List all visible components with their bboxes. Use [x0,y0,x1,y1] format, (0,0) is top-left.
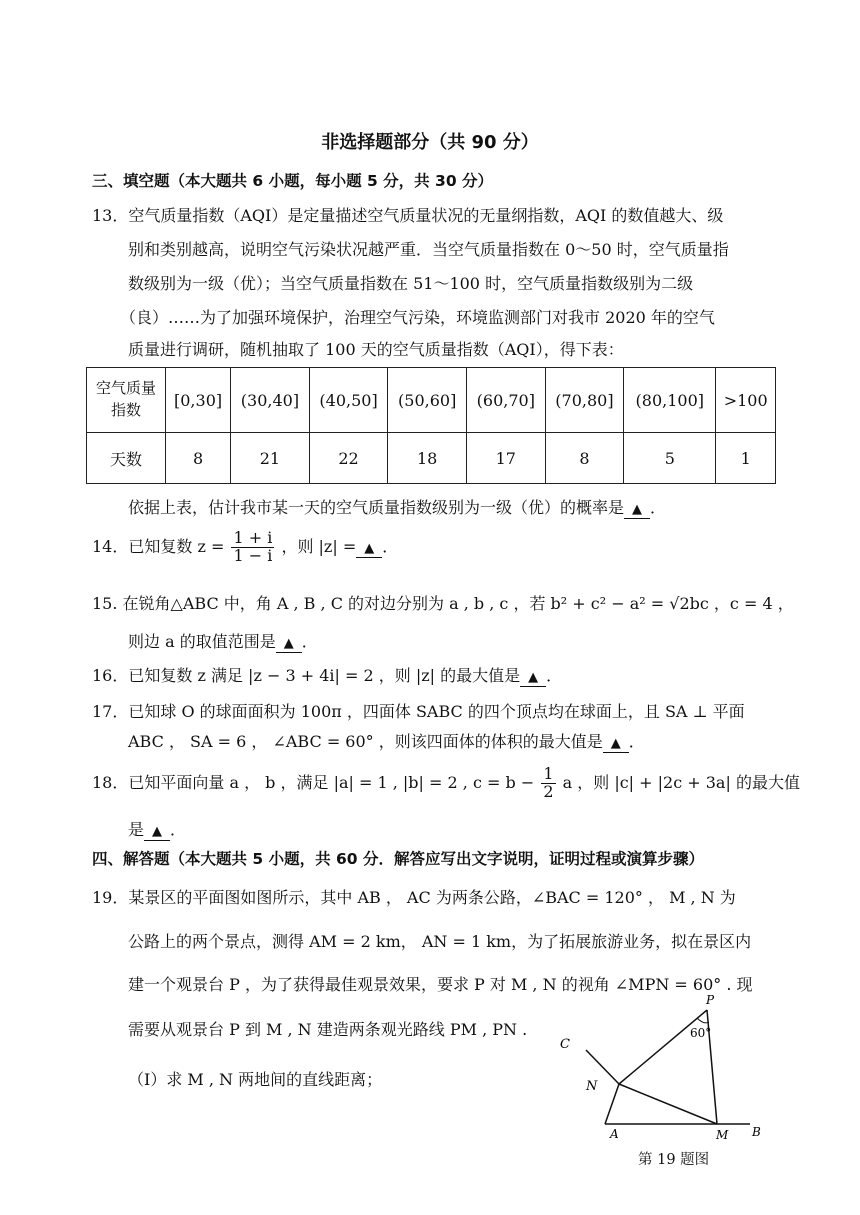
label-b: B [752,1125,761,1139]
q13-conclusion-text: 依据上表，估计我市某一天的空气质量指数级别为一级（优）的概率是 [128,498,625,517]
days-cell: 5 [624,433,716,484]
period: ． [650,498,667,517]
period: ． [546,666,563,685]
answer-blank: ▲ [520,670,546,687]
fraction-denominator: 1 − i [233,545,273,565]
part-title: 非选择题部分（共 90 分） [321,132,539,153]
geometry-figure [556,992,776,1142]
period: ． [382,536,399,556]
q19-line-3: 建一个观景台 P ，为了获得最佳观景效果，要求 P 对 M , N 的视角 ∠MPN = 60° . 现 [128,975,753,994]
label-m: M [716,1128,729,1142]
q18-text-2: a ，则 |c| + |2c + 3a| 的最大值 [562,772,800,792]
q13-line-2: 别和类别越高，说明空气污染状况越严重．当空气质量指数在 0～50 时，空气质量指 [128,240,729,259]
fraction-denominator: 2 [543,781,554,801]
answer-blank: ▲ [144,824,170,841]
q18-text-3: 是 [128,820,145,839]
period: ． [170,820,187,839]
section-4-heading: 四、解答题（本大题共 5 小题，共 60 分．解答应写出文字说明，证明过程或演算步骤） [92,850,704,868]
days-cell: 17 [466,433,545,484]
q13-line-4: （良）……为了加强环境保护，治理空气污染，环境监测部门对我市 2020 年的空气 [120,308,715,327]
section-3-heading: 三、填空题（本大题共 6 小题，每小题 5 分，共 30 分） [92,172,494,190]
q19-line-2: 公路上的两个景点，测得 AM = 2 km， AN = 1 km，为了拓展旅游业务，拟在景区内 [128,932,752,951]
q19-line-1: 19．某景区的平面图如图所示，其中 AB ， AC 为两条公路，∠BAC = 120° ， M , N 为 [92,888,736,907]
q18-line-2 [128,820,186,841]
table-header-cell [87,368,166,433]
q13-line-5: 质量进行调研，随机抽取了 100 天的空气质量指数（AQI），得下表： [128,340,624,359]
answer-blank: ▲ [603,736,629,753]
fraction-numerator: 1 [543,764,554,783]
header-label-line-1: 空气质量 [95,379,156,398]
label-p: P [706,993,715,1007]
interval-cell: (80,100] [624,368,716,433]
interval-cell: (30,40] [231,368,310,433]
q13-conclusion [128,498,666,519]
interval-cell: (40,50] [309,368,388,433]
angle-label: 60° [690,1026,712,1040]
label-n: N [586,1079,598,1094]
q19-sub-1: （Ⅰ）求 M , N 两地间的直线距离； [128,1070,383,1089]
q14-text: 14．已知复数 z = [92,536,225,556]
days-cell: 1 [716,433,776,484]
days-cell: 8 [545,433,624,484]
q17-line-1: 17．已知球 O 的球面面积为 100π ，四面体 SABC 的四个顶点均在球面上，且 SA ⊥ 平面 [92,702,745,721]
period: ． [301,632,318,651]
table-row [87,433,776,484]
aqi-table [86,367,776,484]
days-cell: 18 [388,433,467,484]
q18-text: 18．已知平面向量 a ， b ，满足 |a| = 1 , |b| = 2 , c = b − [92,772,535,792]
q18-line-1 [92,766,800,801]
label-a: A [610,1127,619,1141]
fraction [231,530,274,565]
q19-line-4: 需要从观景台 P 到 M , N 建造两条观光路线 PM , PN . [128,1020,528,1039]
q17-line-2 [128,732,645,753]
q15-line-1: 15. 在锐角△ABC 中，角 A , B , C 的对边分别为 a , b , c ，若 b² + c² − a² = √2bc ，c = 4 ， [92,594,794,613]
segment-pn [619,1010,707,1084]
answer-blank: ▲ [356,541,382,558]
period: ． [628,732,645,751]
label-c: C [560,1037,570,1052]
row-label-cell: 天数 [87,433,166,484]
answer-blank: ▲ [624,502,650,519]
q17-text: ABC ， SA = 6 ， ∠ABC = 60° ，则该四面体的体积的最大值是 [128,732,603,751]
q16-text: 16．已知复数 z 满足 |z − 3 + 4i| = 2 ，则 |z| 的最大值是 [92,666,521,685]
segment-nm [619,1084,717,1124]
days-cell: 22 [309,433,388,484]
fraction-numerator: 1 + i [233,528,273,547]
header-label-line-2: 指数 [110,401,141,419]
days-cell: 21 [231,433,310,484]
q13-line-1: 13．空气质量指数（AQI）是定量描述空气质量状况的无量纲指数，AQI 的数值越大、级 [92,206,724,225]
interval-cell: >100 [716,368,776,433]
q14-line [92,530,398,565]
q16-line [92,666,562,687]
figure-caption: 第 19 题图 [638,1152,710,1168]
q13-line-3: 数级别为一级（优）；当空气质量指数在 51～100 时，空气质量指数级别为二级 [128,274,694,293]
days-cell: 8 [166,433,231,484]
interval-cell: (70,80] [545,368,624,433]
interval-cell: [0,30] [166,368,231,433]
table-row [87,368,776,433]
fraction [541,766,555,801]
q15-line-2 [128,632,318,653]
interval-cell: (50,60] [388,368,467,433]
answer-blank: ▲ [276,636,302,653]
q14-text-2: ，则 |z| = [281,536,357,556]
interval-cell: (60,70] [466,368,545,433]
q15-text: 则边 a 的取值范围是 [128,632,276,651]
segment-na [605,1084,619,1124]
